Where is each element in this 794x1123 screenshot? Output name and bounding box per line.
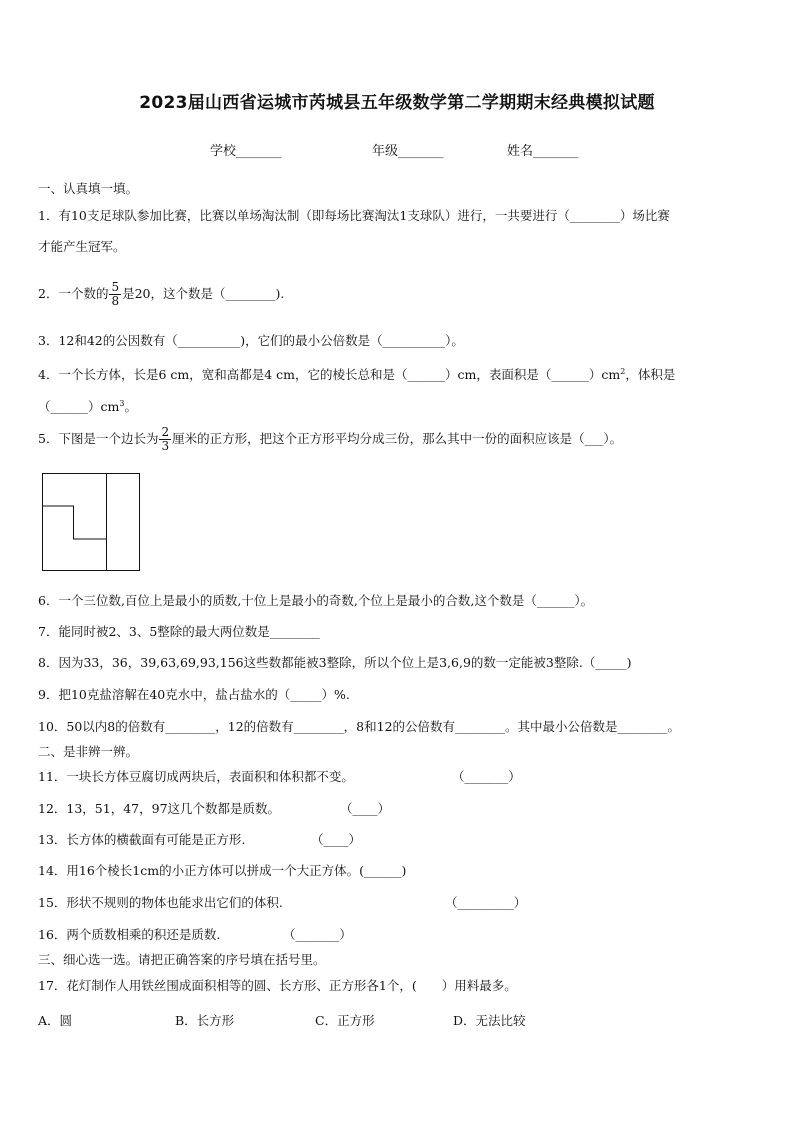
question-10: 10．50以内8的倍数有________，12的倍数有________，8和12的公倍数有________。其中最小公倍数是________。 xyxy=(38,719,681,734)
question-14: 14．用16个棱长1cm的小正方体可以拼成一个大正方体。(______) xyxy=(38,863,407,878)
section-heading-2: 二、是非辨一辨。 xyxy=(38,744,139,759)
question-2-text-before: 2．一个数的 xyxy=(38,286,109,301)
grade-field: 年级_______ xyxy=(372,144,444,159)
question-4-text-b: ，体积是 xyxy=(625,367,676,383)
fraction-numerator: 5 xyxy=(111,280,120,294)
option-c: C．正方形 xyxy=(315,1013,375,1028)
question-9: 9．把10克盐溶解在40克水中，盐占盐水的（_____）%. xyxy=(38,687,350,702)
name-field: 姓名_______ xyxy=(507,144,579,159)
question-16-blank: （_______） xyxy=(283,927,352,942)
square-outline xyxy=(43,474,140,571)
question-16: 16．两个质数相乘的积还是质数. xyxy=(38,927,221,942)
question-11-blank: （_______） xyxy=(452,769,521,784)
fraction xyxy=(159,426,171,453)
question-2-text-after: 是20，这个数是（________). xyxy=(122,286,285,301)
question-3: 3．12和42的公因数有（__________)，它们的最小公倍数是（__________）。 xyxy=(38,333,464,348)
question-15-blank: （_________） xyxy=(445,895,527,910)
fraction-denominator: 3 xyxy=(161,439,170,453)
question-8: 8．因为33，36，39,63,69,93,156这些数都能被3整除，所以个位上是3,6,9的数一定能被3整除.（_____) xyxy=(38,655,632,670)
fraction-denominator: 8 xyxy=(111,294,120,308)
question-5-text-before: 5．下图是一个边长为 xyxy=(38,431,159,446)
question-1-line-1: 1．有10支足球队参加比赛，比赛以单场淘汰制（即每场比赛淘汰1支球队）进行，一共要进行（________）场比赛 xyxy=(38,208,670,223)
question-6: 6．一个三位数,百位上是最小的质数,十位上是最小的奇数,个位上是最小的合数,这个数是（______）。 xyxy=(38,593,594,608)
step-divider xyxy=(43,506,107,539)
fraction-numerator: 2 xyxy=(161,425,170,439)
section-heading-1: 一、认真填一填。 xyxy=(38,181,139,196)
question-7: 7．能同时被2、3、5整除的最大两位数是________ xyxy=(38,624,320,639)
section-heading-3: 三、细心选一选。请把正确答案的序号填在括号里。 xyxy=(38,952,326,967)
question-5-text-after: 厘米的正方形，把这个正方形平均分成三份，那么其中一份的面积应该是（___）。 xyxy=(172,431,623,446)
question-4-text-d: 。 xyxy=(124,399,137,415)
option-d: D．无法比较 xyxy=(453,1013,526,1028)
question-4-text-c: （______）cm xyxy=(38,399,120,415)
question-4-line-1 xyxy=(38,363,675,384)
question-1-line-2: 才能产生冠军。 xyxy=(38,239,126,254)
question-12-blank: （____） xyxy=(340,801,391,816)
superscript: 2 xyxy=(620,367,626,376)
fraction xyxy=(109,281,121,308)
question-17: 17．花灯制作人用铁丝围成面积相等的圆、长方形、正方形各1个，( ）用料最多。 xyxy=(38,978,517,993)
option-a: A．圆 xyxy=(38,1013,73,1028)
square-division-figure xyxy=(42,473,140,571)
question-13: 13．长方体的横截面有可能是正方形. xyxy=(38,832,246,847)
question-2 xyxy=(38,276,284,312)
question-4-line-2 xyxy=(38,395,137,416)
option-b: B．长方形 xyxy=(175,1013,235,1028)
question-12: 12．13，51，47，97这几个数都是质数。 xyxy=(38,801,281,816)
question-15: 15．形状不规则的物体也能求出它们的体积. xyxy=(38,895,283,910)
question-11: 11．一块长方体豆腐切成两块后，表面积和体积都不变。 xyxy=(38,769,354,784)
question-4-text-a: 4．一个长方体，长是6 cm，宽和高都是4 cm，它的棱长总和是（______）cm，表面积是（______）cm xyxy=(38,367,621,383)
page-title: 2023届山西省运城市芮城县五年级数学第二学期期末经典模拟试题 xyxy=(139,93,655,113)
question-13-blank: （____） xyxy=(311,832,362,847)
question-5 xyxy=(38,421,622,457)
superscript: 3 xyxy=(119,399,125,408)
school-field: 学校_______ xyxy=(210,144,282,159)
